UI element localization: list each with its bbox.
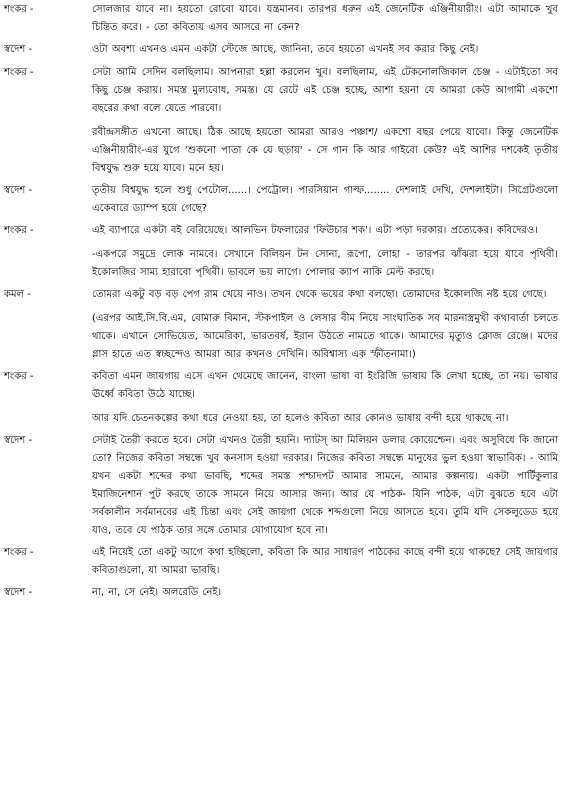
dialogue-paragraph: তৃতীয় বিশ্বযুদ্ধ হলে শুধু পেটোল......। পেট্রোল। পারসিয়ান গাল্ফ........ দেশলাই দেখি, দেশলাইটা। সিগ্রেটগুলো একেবারে ড্যাম্প হয়ে গেছে? — [92, 185, 558, 214]
dialogue-paragraph: সোলজার যাবে না। হয়তো রোবো যাবে। যন্ত্রমানব। তারপর ধরুন এই জেনেটিক এঞ্জিনীয়ারীং। এটা আমাকে খুব চিন্তিত করে। - তো কবিতায় এসব আসরে না কেন? — [92, 4, 558, 33]
dialogue-paragraph: -একপরে সমুদ্রে লোক নামবে। সেখানে বিলিয়ন টন সোনা, রূপো, লোহা - তারপর ঝাঁঝরা হয়ে যাবে পৃথিবী। ইকোলজির সাম্য হারাবো পৃথিবী। ভাবলে ভয় লাগে। পোলার ক্যাপ নাকি মেল্ট করছে। — [92, 249, 558, 278]
speaker-label: শংকর - — [4, 67, 34, 78]
dialogue-turn — [0, 432, 563, 540]
dialogue-paragraph: (এরপর আই.সি.বি.এম, বোমারু বিমান, স্টকপাইল ও লেসার বীম নিয়ে সাংঘাতিক সব মারনাস্ত্রমুখী কথাবার্তা চলতে থাকে। এখানে সোভিয়েত, আমেরিকা, ভারতবর্ষ, ইরান উঠতে নামতে থাকে। আমাদের মৃত্যুও ক্লোজ রেঞ্জে। মদের গ্লাস হাতে এত স্বচ্ছন্দেও আমরা আর কখনও দেখিনি। অবিশ্বাস্য এক স্ফীতনামা।) — [92, 313, 558, 360]
speaker-label: স্বদেশ - — [4, 185, 33, 196]
speaker-label: শংকর - — [4, 547, 34, 558]
dialogue-paragraph: ওটা অবশ্য এখনও এমন একটা স্টেজে আছে, জানিনা, তবে হয়তো এখনই সব করার কিছু নেই। — [92, 44, 479, 55]
dialogue-paragraph: কবিতা এমন জায়গায় এসে এখন থেমেছে জানেন, বাংলা ভাষা বা ইংরিজি ভাষায় কি লেখা হচ্ছে, তা নয়। ভাষার ঊর্ধ্বে কবিতা উঠে যাচ্ছে। — [92, 371, 558, 400]
dialogue-paragraph: সেটা আমি সেদিন বলছিলাম। আপনারা হল্লা করলেন খুব। বলছিলাম, এই টেকনোলজিকাল চেঞ্জ - এটাইতো সব কিছু চেঞ্জ করায়। সমস্ত মুল্যবোধ, সমস্ত। যে রেটে এই চেঞ্জ হচ্ছে, আশা হয়না যে আমরা কেউ আগামী একশো বছরের কথা বলে যেতে পারবো। — [92, 67, 558, 114]
speaker-label: শংকর - — [4, 371, 34, 382]
dialogue-turn — [0, 64, 563, 178]
speaker-label: স্বদেশ - — [4, 44, 33, 55]
speaker-label: শংকর - — [4, 4, 34, 15]
speaker-label: স্বদেশ - — [4, 587, 33, 598]
dialogue-turn — [0, 222, 563, 282]
dialogue-paragraph: তোমরা একটু বড় বড় পেগ রাম খেয়ে নাও। তখন থেকে ভয়ের কথা বলছো। তোমাদের ইকোলজি নষ্ট হয়ে গেছে। — [92, 289, 547, 300]
dialogue-paragraph: এই ব্যাপারে একটা বই বেরিয়েছে। আলভিন টফলারের 'ফিউচার শক'। এটা পড়া দরকার। প্রত্যেকের। কবিদেরও। — [92, 225, 538, 236]
dialogue-paragraph: না, না, সে নেই। অলরেডি নেই। — [92, 587, 222, 598]
dialogue-turn — [0, 368, 563, 428]
dialogue-turn — [0, 286, 563, 364]
dialogue-turn — [0, 41, 563, 59]
speaker-label: শংকর - — [4, 225, 34, 236]
dialogue-turn — [0, 584, 563, 602]
dialogue-paragraph: এই নিয়েই তো একটু আগে কথা হচ্ছিলো, কবিতা কি আর সাধারণ পাঠকের কাছে বন্দী হয়ে থাকছে? সেই জায়গার কবিতাগুলো, যা আমরা ভাবছি। — [92, 547, 558, 576]
dialogue-paragraph: আর যদি চেতনকল্পের কথা ধরে নেওয়া হয়, তা হলেও কবিতা আর কোনও ভাষায় বন্দী হয়ে থাকছে না। — [92, 413, 509, 424]
dialogue-paragraph: রবীন্দ্রসঙ্গীত এখনো আছে। ঠিক আছে হয়তো আমরা আরও পঞ্চাশ/ একশো বছর পেয়ে যাবো। কিন্তু জেনেটিক এঞ্জিনীয়ারীং-এর যুগে 'শুকনো পাতা কে যে ছড়ায়' - সে গান কি আর গাইবো কেউ? এই আশির দশকেই তৃতীয় বিশ্বযুদ্ধ শুরু হয়ে যাবে। মনে হয়। — [92, 127, 558, 174]
dialogue-paragraph: সেটাই তৈরী করতে হবে। সেটা এখনও তৈরী হয়নি। দ্যাটস্ আ মিলিয়ন ডলার কোয়েশ্চেন। এবং অসুবিধে কি জানো তো? নিজের কবিতা সম্বন্ধে খুব কনসাস হওয়া দরকার। নিজের কবিতা সম্বন্ধে মানুষের ভুল হওয়া স্বাভাবিক। - আমি যখন একটা শব্দের কথা ভাবছি, শব্দের সমস্ত পশ্চাদপট আমার সামনে, আমার কল্পনায়। একটা পার্টিকুলার ইমাজিনেশান পুট করছে তাকে সামনে নিয়ে আসার জন্য। আর যে পাঠক- যিনি পাঠক, এটা বুঝতে হবে এটা সর্বকালীন সর্বমানবের এই চিন্তা এবং সেই জায়গা থেকে শব্দগুলো নিয়ে আসতে হবে। তুমি যদি সেকলুডেড হয়ে যাও, তবে যে পাঠক তার সঙ্গে তোমার যোগাযোগ হবে না। — [92, 435, 558, 536]
speaker-label: স্বদেশ - — [4, 435, 33, 446]
dialogue-turn — [0, 182, 563, 218]
dialogue-turn — [0, 544, 563, 580]
speaker-label: কমল - — [4, 289, 31, 300]
dialogue-turn — [0, 1, 563, 37]
